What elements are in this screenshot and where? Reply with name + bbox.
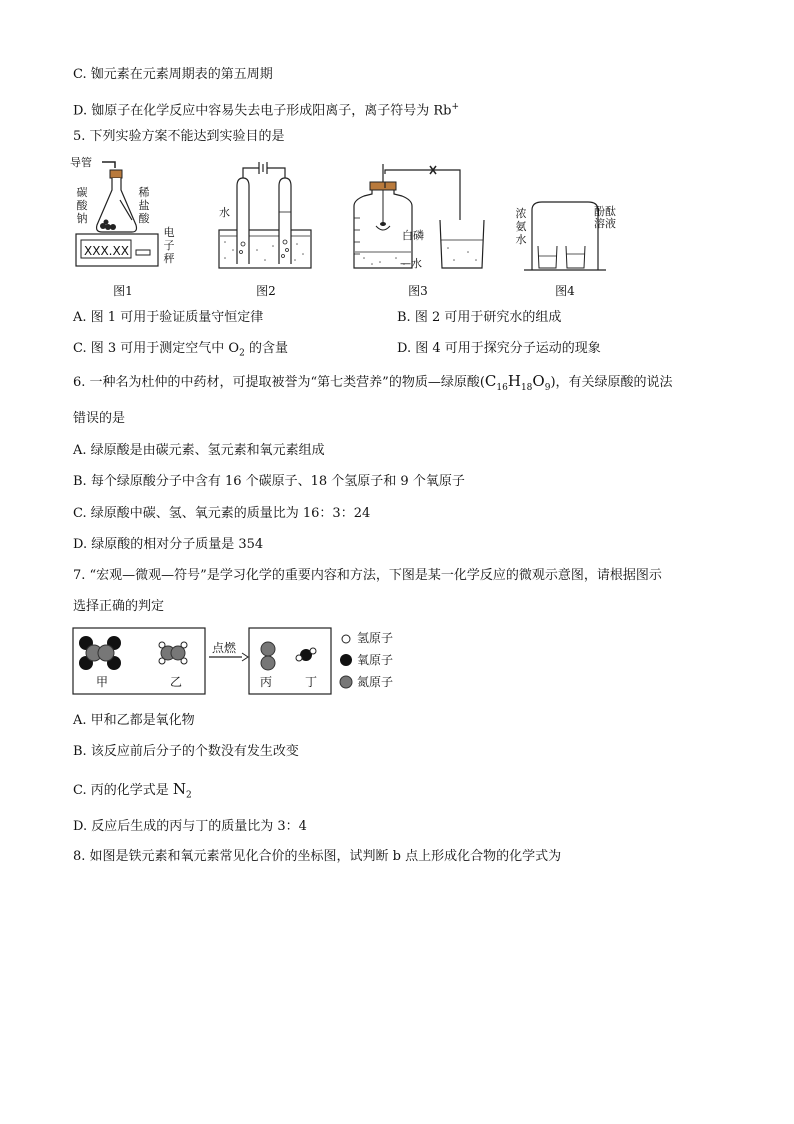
figure-4-drawing	[520, 190, 610, 275]
q7-stem-line-2: 选择正确的判定	[73, 599, 165, 614]
q6-option-a: A. 绿原酸是由碳元素、氢元素和氧元素组成	[73, 443, 325, 458]
reaction-label-jia: 甲	[96, 675, 109, 689]
figure-2-drawing	[215, 160, 315, 275]
q6-formula: $C_{16}H_{18}O_9$	[484, 372, 551, 393]
figure-1-scale-label: 电 子 秤	[163, 226, 175, 265]
reaction-arrow-label: 点燃	[212, 641, 237, 655]
figure-3-caption: 图3	[408, 284, 428, 298]
figure-1-scale-display: XXX.XX	[84, 244, 129, 258]
q7-option-a: A. 甲和乙都是氧化物	[73, 713, 195, 728]
figure-2-water-label: 水	[219, 206, 230, 219]
q7-option-d: D. 反应后生成的丙与丁的质量比为 3：4	[73, 819, 307, 834]
q7-option-c: C. 丙的化学式是 $N_2$	[73, 780, 192, 801]
q5-option-b: B. 图 2 可用于研究水的组成	[397, 310, 562, 325]
figure-2-caption: 图2	[256, 284, 276, 298]
q5-stem: 5. 下列实验方案不能达到实验目的是	[73, 129, 285, 144]
q6-stem-line-2: 错误的是	[73, 411, 126, 426]
legend-hydrogen: 氢原子	[357, 631, 394, 645]
q5-option-a: A. 图 1 可用于验证质量守恒定律	[73, 310, 264, 325]
q7-stem-line-1: 7. “宏观—微观—符号”是学习化学的重要内容和方法，下图是某一化学反应的微观示意图，请根据图示	[73, 568, 662, 583]
figure-3-phosphorus-label: 白磷	[402, 229, 424, 242]
reaction-label-yi: 乙	[170, 675, 183, 689]
figure-4-ammonia-label: 浓 氨 水	[515, 207, 527, 246]
q6-option-b: B. 每个绿原酸分子中含有 16 个碳原子、18 个氢原子和 9 个氧原子	[73, 474, 465, 489]
figure-4-caption: 图4	[555, 284, 575, 298]
q5-option-c: C. 图 3 可用于测定空气中 $O_2$ 的含量	[73, 341, 288, 359]
q6-option-d: D. 绿原酸的相对分子质量是 354	[73, 537, 264, 552]
q5-option-d: D. 图 4 可用于探究分子运动的现象	[397, 341, 601, 356]
figure-1-caption: 图1	[113, 284, 133, 298]
q8-stem: 8. 如图是铁元素和氧元素常见化合价的坐标图，试判断 b 点上形成化合物的化学式为	[73, 849, 562, 864]
q6-option-c: C. 绿原酸中碳、氢、氧元素的质量比为 16：3：24	[73, 506, 371, 521]
figure-4-phenol-label: 酚酞 溶液	[594, 205, 616, 230]
q4-option-c: C. 铷元素在元素周期表的第五周期	[73, 67, 273, 82]
figure-3-water-label: —水	[400, 257, 422, 270]
figure-1-na2co3-label: 碳 酸 钠	[76, 186, 88, 225]
q7-option-b: B. 该反应前后分子的个数没有发生改变	[73, 744, 299, 759]
reaction-label-ding: 丁	[305, 675, 318, 689]
legend-nitrogen: 氮原子	[357, 675, 394, 689]
reaction-label-bing: 丙	[260, 675, 273, 689]
q4-option-d: D. 铷原子在化学反应中容易失去电子形成阳离子，离子符号为 Rb+	[73, 102, 460, 119]
q6-stem-line-1: 6. 一种名为杜仲的中药材，可提取被誉为“第七类营养”的物质—绿原酸$(C_{16}H_{18}O_9)$，有关绿原酸的说法	[73, 372, 673, 393]
figure-1-hcl-label: 稀 盐 酸	[138, 186, 150, 225]
figure-1-tube-label: 导管	[70, 156, 92, 169]
legend-oxygen: 氧原子	[357, 653, 394, 667]
